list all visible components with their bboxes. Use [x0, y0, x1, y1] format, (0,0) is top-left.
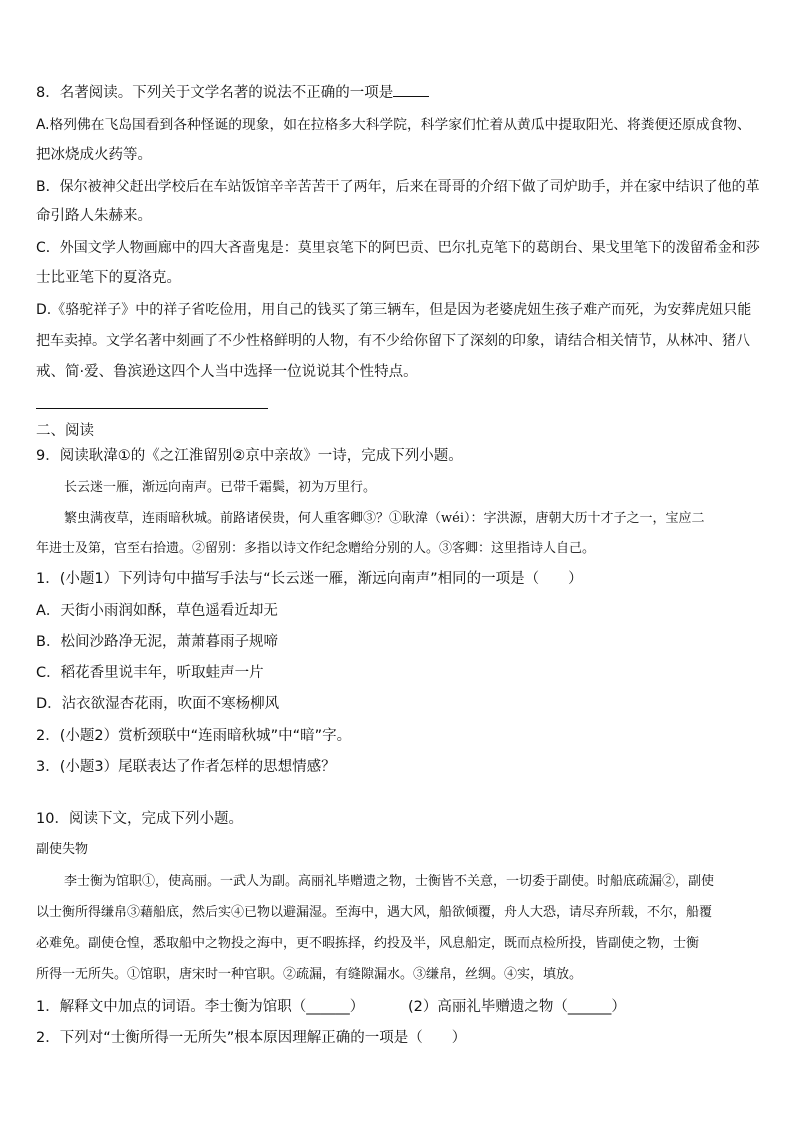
q9-sub1-option-a: A．天街小雨润如酥，草色遥看近却无 — [36, 603, 278, 619]
answer-rule-line — [36, 408, 268, 409]
passage-line-2: 以士衡所得缣帛③藉船底，然后实④已物以避漏湿。至海中，遇大风，船欲倾覆，舟人大恐，请尽弃所载，不尔，船覆 — [36, 905, 713, 920]
q8-option-c-line1: C．外国文学人物画廊中的四大吝啬鬼是：莫里哀笔下的阿巴贡、巴尔扎克笔下的葛朗台、果戈里笔下的泼留希金和莎 — [36, 240, 760, 256]
q8-option-b-line2: 命引路人朱赫来。 — [36, 208, 152, 224]
passage-line-3: 必难免。副使仓惶，悉取船中之物投之海中，更不暇拣择，约投及半，风息船定，既而点检所投，皆副使之物，士衡 — [36, 936, 700, 951]
q8-option-c-line2: 士比亚笔下的夏洛克。 — [36, 270, 181, 286]
q8-option-d-line2: 把车卖掉。文学名著中刻画了不少性格鲜明的人物，有不少给你留下了深刻的印象，请结合相关情节，从林冲、猪八 — [36, 333, 750, 349]
section-heading: 二、阅读 — [36, 423, 94, 439]
passage-line-1: 李士衡为馆职①，使高丽。一武人为副。高丽礼毕赠遗之物，士衡皆不关意，一切委于副使。时船底疏漏②，副使 — [64, 874, 715, 889]
q10-stem: 10．阅读下文，完成下列小题。 — [36, 811, 243, 827]
passage-title: 副使失物 — [36, 842, 89, 857]
q8-option-a-line1: A.格列佛在飞岛国看到各种怪诞的现象，如在拉格多大科学院，科学家们忙着从黄瓜中提取阳光、将粪便还原成食物、 — [36, 117, 751, 133]
q8-option-d-line3: 戒、简·爱、鲁滨逊这四个人当中选择一位说说其个性特点。 — [36, 364, 418, 380]
q10-sub1-right: (2）高丽礼毕赠遗之物（______） — [408, 999, 626, 1015]
poem-line-2: 繁虫满夜草，连雨暗秋城。前路诸侯贵，何人重客卿③？①耿湋（wéi）：字洪源，唐朝大历十才子之一，宝应二 — [64, 511, 705, 526]
q9-sub1-stem: 1．(小题1）下列诗句中描写手法与“长云迷一雁，渐远向南声”相同的一项是（ ） — [36, 571, 583, 587]
q9-sub1-option-b: B．松间沙路净无泥，萧萧暮雨子规啼 — [36, 634, 278, 650]
q10-sub2: 2．下列对“士衡所得一无所失”根本原因理解正确的一项是（ ） — [36, 1030, 467, 1046]
answer-blank — [393, 82, 429, 97]
q9-sub1-option-d: D．沾衣欲湿杏花雨，吹面不寒杨柳风 — [36, 696, 280, 712]
q9-sub1-option-c: C．稻花香里说丰年，听取蛙声一片 — [36, 665, 264, 681]
q8-stem: 8．名著阅读。下列关于文学名著的说法不正确的一项是 — [36, 82, 429, 103]
q8-option-b-line1: B．保尔被神父赶出学校后在车站饭馆辛辛苦苦干了两年，后来在哥哥的介绍下做了司炉助手，并在家中结识了他的革 — [36, 179, 760, 195]
passage-notes: 所得一无所失。①馆职，唐宋时一种官职。②疏漏，有缝隙漏水。③缣帛，丝绸。④实，填放。 — [36, 967, 583, 982]
poem-notes: 年进士及第，官至右拾遗。②留别：多指以诗文作纪念赠给分别的人。③客卿：这里指诗人自己。 — [36, 541, 596, 556]
poem-line-1: 长云迷一雁，渐远向南声。已带千霜鬓，初为万里行。 — [64, 480, 377, 495]
q10-sub1-left: 1．解释文中加点的词语。李士衡为馆职（______） — [36, 999, 365, 1015]
q9-stem: 9．阅读耿湋①的《之江淮留别②京中亲故》一诗，完成下列小题。 — [36, 448, 463, 464]
q9-sub3: 3．(小题3）尾联表达了作者怎样的思想情感？ — [36, 759, 336, 775]
q8-option-d-line1: D.《骆驼祥子》中的祥子省吃俭用，用自己的钱买了第三辆车，但是因为老婆虎妞生孩子难产而死，为安葬虎妞只能 — [36, 302, 752, 318]
q9-sub2: 2．(小题2）赏析颈联中“连雨暗秋城”中“暗”字。 — [36, 728, 352, 744]
q8-option-a-line2: 把冰烧成火药等。 — [36, 147, 152, 163]
